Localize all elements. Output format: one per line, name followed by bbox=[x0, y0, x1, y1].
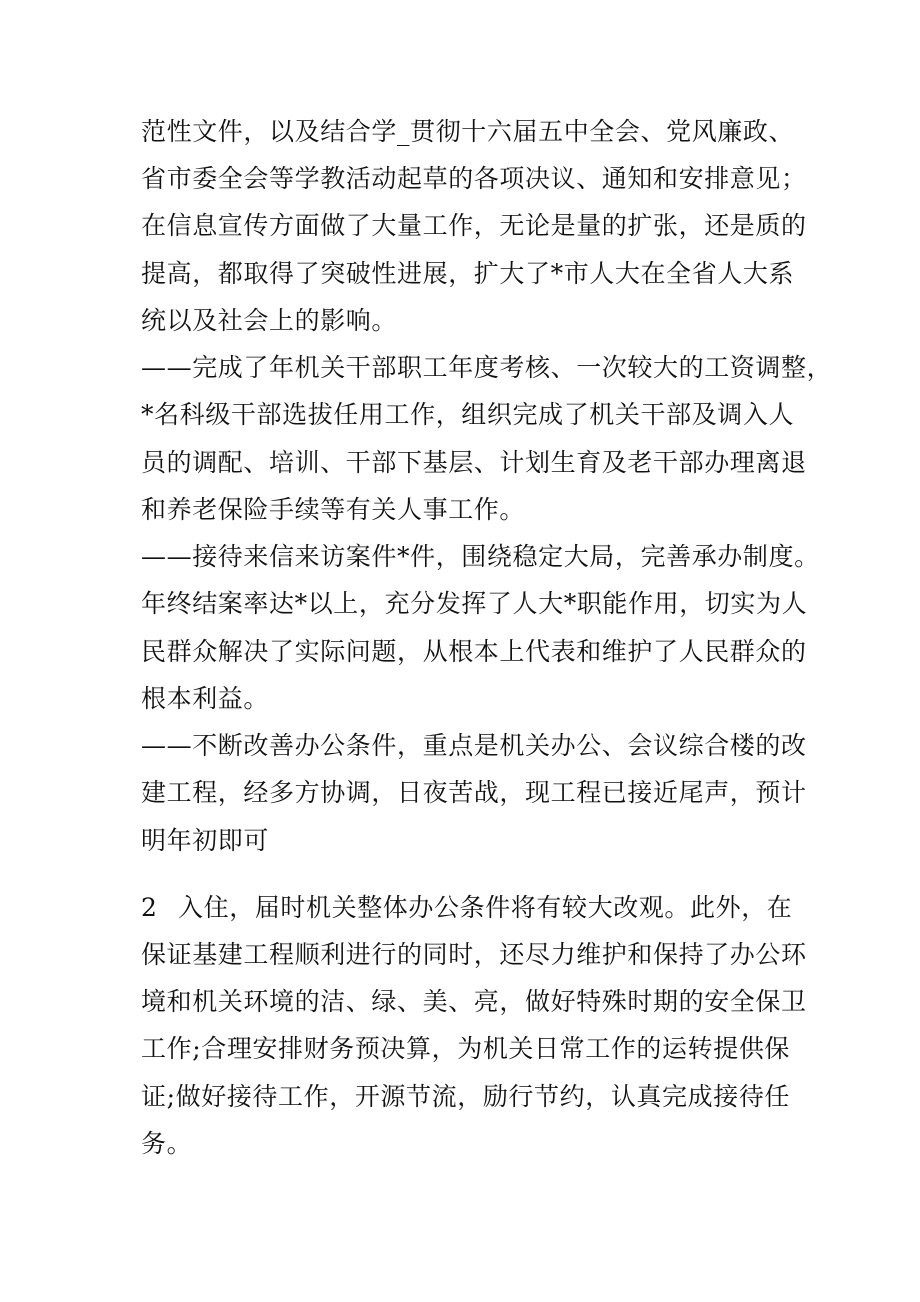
text-line: 入住，届时机关整体办公条件将有较大改观。此外，在 bbox=[178, 893, 793, 922]
text-line: 境和机关环境的洁、绿、美、亮，做好特殊时期的安全保卫 bbox=[141, 987, 807, 1016]
text-line: 建工程，经多方协调，日夜苦战，现工程已接近尾声，预计 bbox=[141, 778, 807, 807]
text-line: ——不断改善办公条件，重点是机关办公、会议综合楼的改 bbox=[141, 731, 807, 760]
text-line: *名科级干部选拔任用工作，组织完成了机关干部及调入人 bbox=[141, 400, 795, 429]
text-line: 务。 bbox=[141, 1129, 193, 1158]
text-line: 年终结案率达*以上，充分发挥了人大*职能作用，切实为人 bbox=[141, 589, 808, 618]
text-line: 统以及社会上的影响。 bbox=[141, 306, 398, 335]
text-line: 和养老保险手续等有关人事工作。 bbox=[141, 495, 526, 524]
text-line: 证;做好接待工作，开源节流，励行节约，认真完成接待任 bbox=[141, 1082, 791, 1111]
text-line: 在信息宣传方面做了大量工作，无论是量的扩张，还是质的 bbox=[141, 211, 807, 240]
text-line: 明年初即可 bbox=[141, 826, 270, 855]
text-line: 工作;合理安排财务预决算，为机关日常工作的运转提供保 bbox=[141, 1034, 791, 1063]
text-line: 省市委全会等学教活动起草的各项决议、通知和安排意见； bbox=[141, 164, 807, 193]
text-line: 根本利益。 bbox=[141, 684, 270, 713]
text-line: ——接待来信来访案件*件，围绕稳定大局，完善承办制度。 bbox=[141, 542, 820, 571]
page-number: 2 bbox=[141, 893, 157, 922]
text-line: 员的调配、培训、干部下基层、计划生育及老干部办理离退 bbox=[141, 448, 807, 477]
text-line: 保证基建工程顺利进行的同时，还尽力维护和保持了办公环 bbox=[141, 940, 807, 969]
text-line: 民群众解决了实际问题，从根本上代表和维护了人民群众的 bbox=[141, 637, 807, 666]
text-line: 提高，都取得了突破性进展，扩大了*市人大在全省人大系 bbox=[141, 259, 795, 288]
text-line: ——完成了年机关干部职工年度考核、一次较大的工资调整， bbox=[141, 353, 833, 382]
text-line: 范性文件，以及结合学_贯彻十六届五中全会、党风廉政、 bbox=[141, 117, 795, 146]
